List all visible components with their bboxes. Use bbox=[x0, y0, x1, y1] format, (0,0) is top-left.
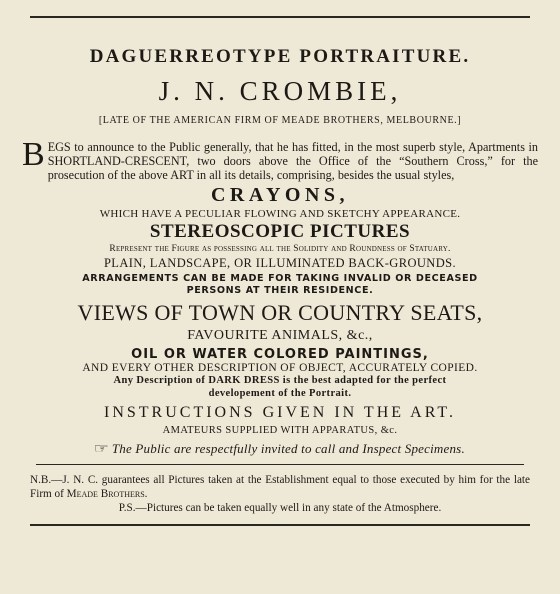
arrangements-line-1: ARRANGEMENTS CAN BE MADE FOR TAKING INVALID OR DECEASED bbox=[82, 273, 478, 284]
crayons-heading: CRAYONS, bbox=[210, 184, 350, 206]
amateurs-line: AMATEURS SUPPLIED WITH APPARATUS, &c. bbox=[162, 425, 398, 436]
nb-note bbox=[22, 473, 538, 501]
paintings-line: OIL OR WATER COLORED PAINTINGS, bbox=[131, 347, 429, 362]
backgrounds-line: PLAIN, LANDSCAPE, OR ILLUMINATED BACK-GROUNDS. bbox=[103, 256, 457, 270]
bottom-rule bbox=[30, 524, 530, 526]
ps-note: P.S.—Pictures can be taken equally well in any state of the Atmosphere. bbox=[118, 502, 442, 514]
dark-dress-line-1: Any Description of DARK DRESS is the best adapted for the perfect bbox=[113, 375, 447, 386]
stereoscopic-note: Represent the Figure as possessing all the Solidity and Roundness of Statuary. bbox=[109, 244, 451, 254]
pointing-hand-icon: ☞ bbox=[93, 442, 110, 457]
invitation-text: The Public are respectfully invited to call and Inspect Specimens. bbox=[111, 441, 465, 456]
views-heading: VIEWS OF TOWN OR COUNTRY SEATS, bbox=[77, 300, 483, 325]
instructions-heading: INSTRUCTIONS GIVEN IN THE ART. bbox=[104, 404, 456, 421]
drop-cap: B bbox=[22, 136, 45, 173]
intro-text: EGS to announce to the Public generally, that he has fitted, in the most superb style, Apartments in SHORTLAND-CRESCENT, two doors above the Office of the “Southern Cross,” for the prosecution of the above ART in all its details, comprising, besides the usual styles, bbox=[47, 140, 538, 182]
middle-rule bbox=[36, 464, 524, 465]
favourite-animals-line: FAVOURITE ANIMALS, &c., bbox=[187, 328, 373, 343]
arrangements-line-2: PERSONS AT THEIR RESIDENCE. bbox=[186, 285, 374, 296]
nb-firm: Meade Brothers. bbox=[66, 488, 148, 500]
nb-text: N.B.—J. N. C. guarantees all Pictures taken at the Establishment equal to those executed by him for the late Firm of bbox=[30, 474, 530, 500]
top-rule bbox=[30, 16, 530, 18]
headline: DAGUERREOTYPE PORTRAITURE. bbox=[89, 46, 471, 67]
stereoscopic-heading: STEREOSCOPIC PICTURES bbox=[149, 221, 411, 242]
proprietor-name: J. N. CROMBIE, bbox=[158, 76, 402, 106]
copied-line: AND EVERY OTHER DESCRIPTION OF OBJECT, ACCURATELY COPIED. bbox=[82, 362, 478, 374]
intro-paragraph bbox=[22, 136, 538, 182]
invitation-line bbox=[22, 441, 538, 458]
former-firm-note: [LATE OF THE AMERICAN FIRM OF MEADE BROTHERS, MELBOURNE.] bbox=[98, 115, 462, 126]
crayons-note: WHICH HAVE A PECULIAR FLOWING AND SKETCHY APPEARANCE. bbox=[99, 208, 461, 220]
dark-dress-line-2: developement of the Portrait. bbox=[208, 388, 352, 399]
